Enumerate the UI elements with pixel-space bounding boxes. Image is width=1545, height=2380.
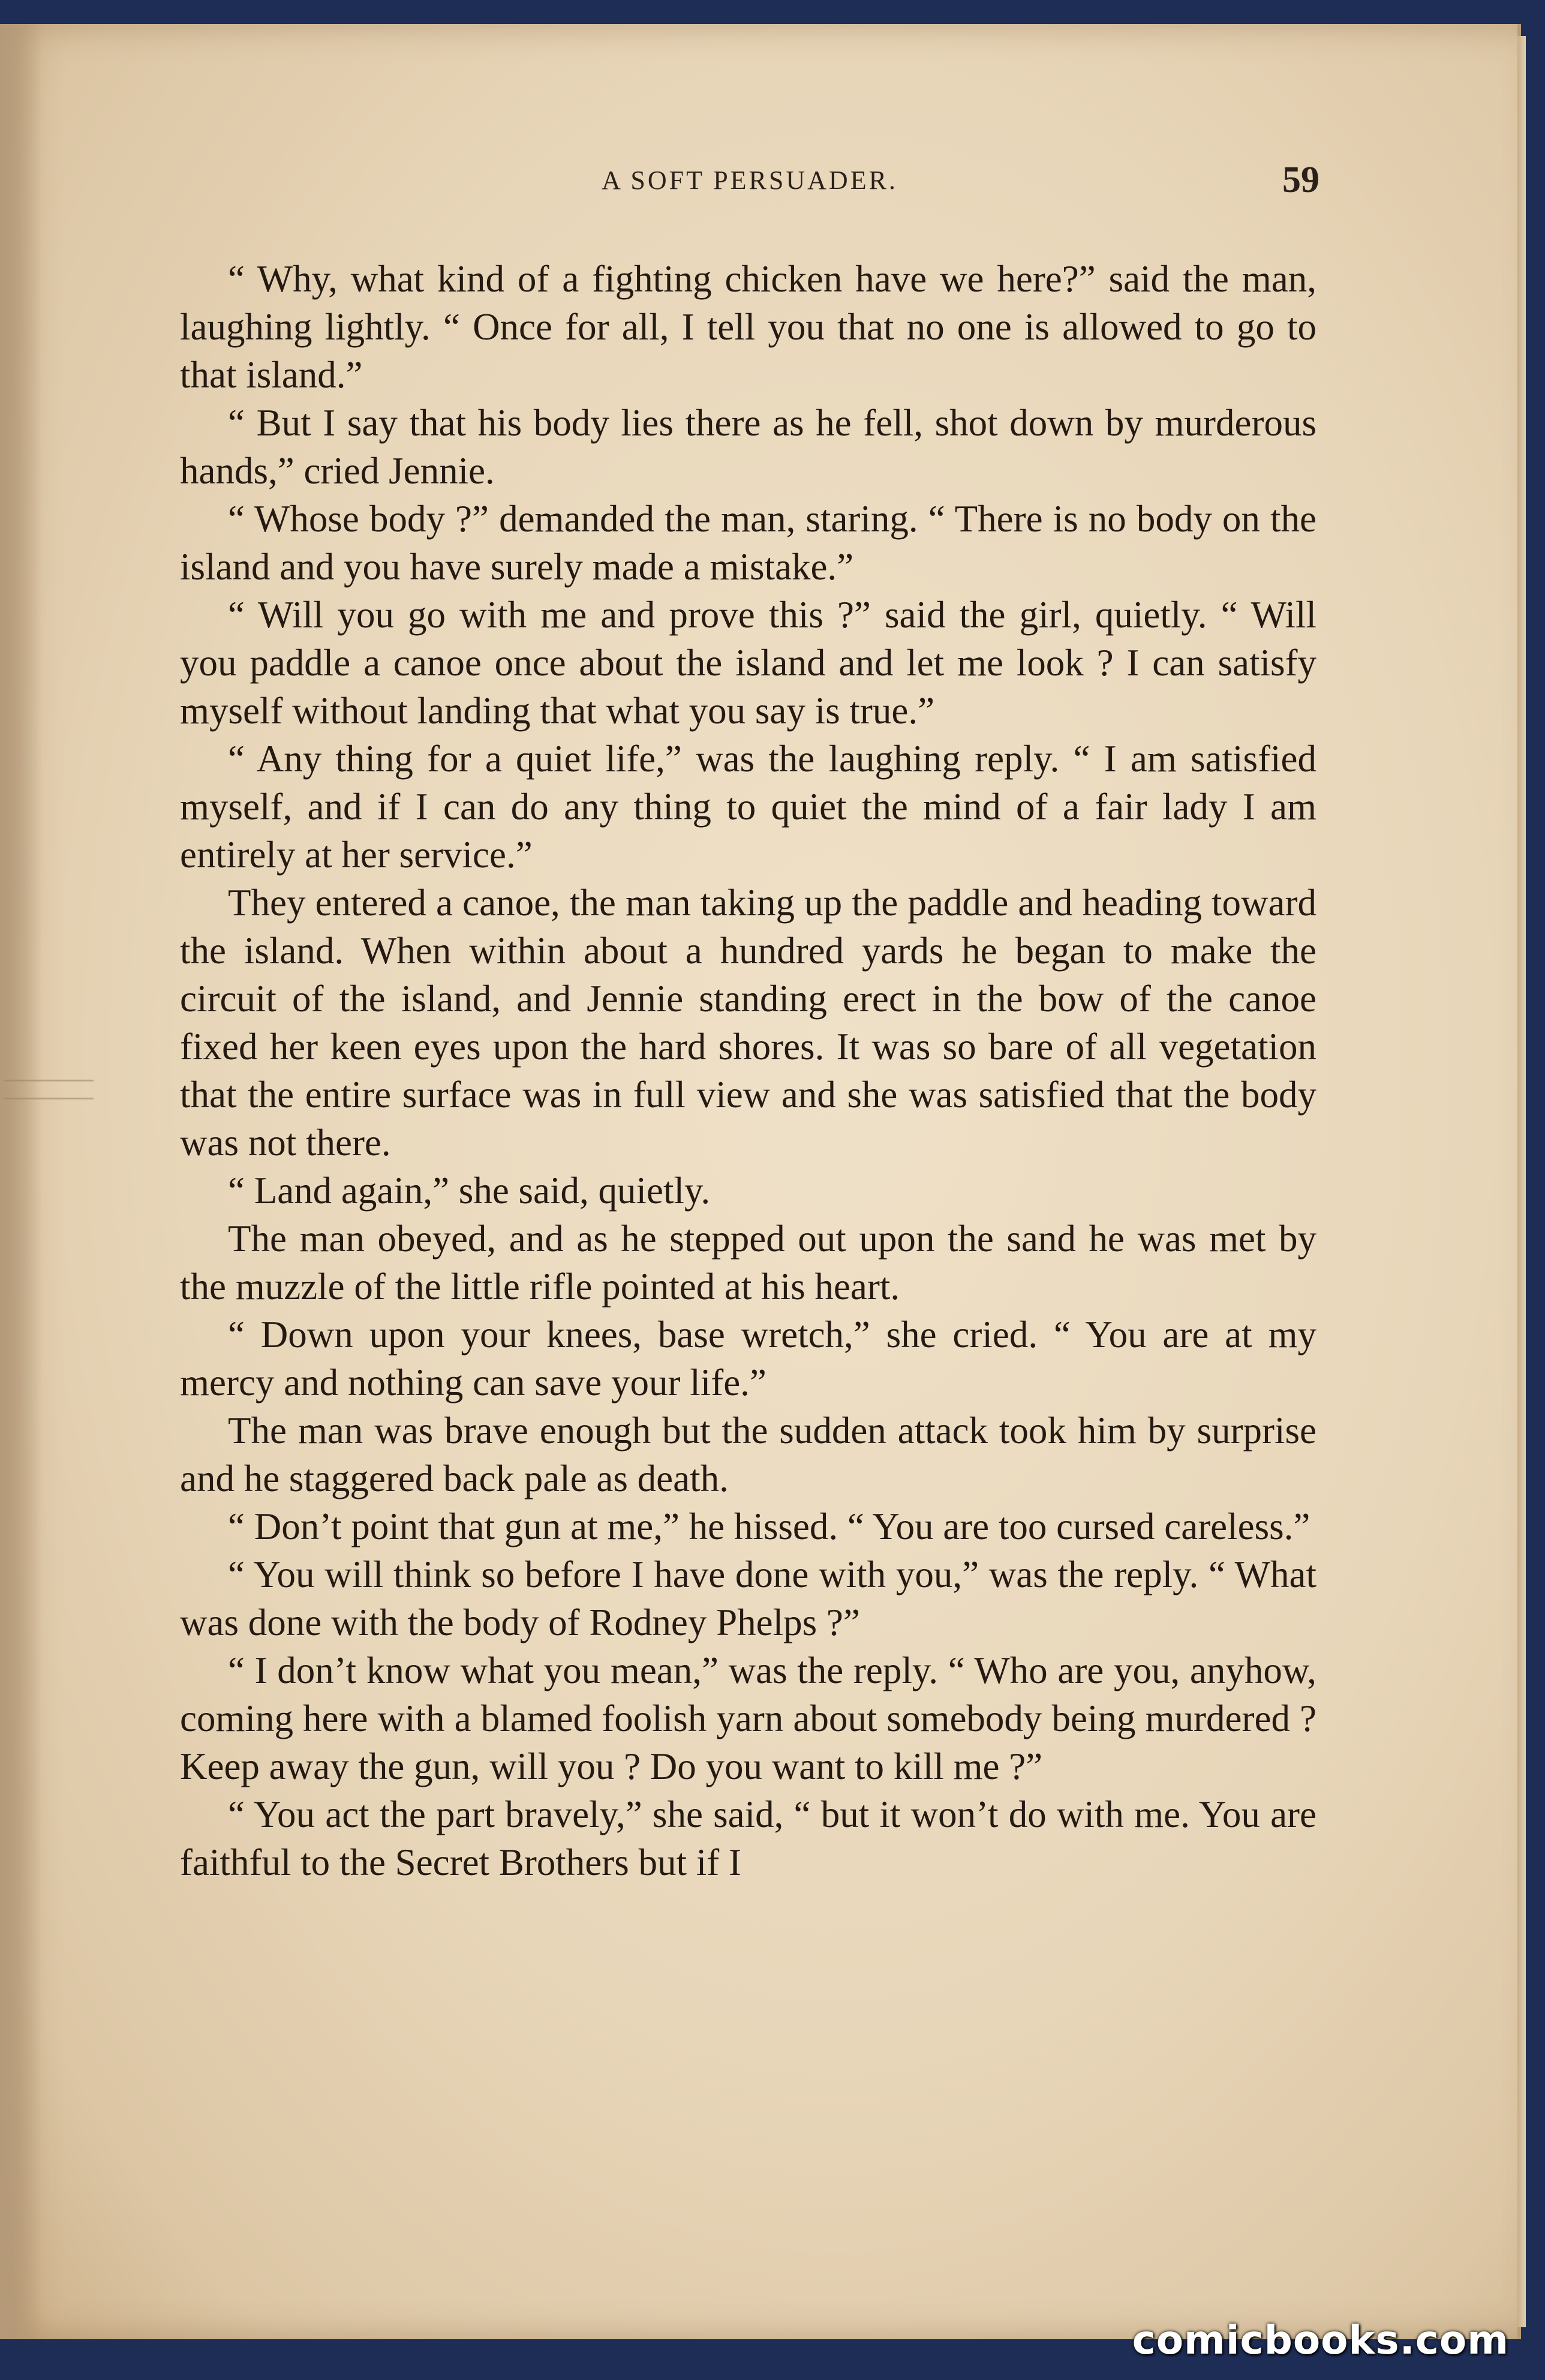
page-gutter-shadow (0, 24, 42, 2339)
book-page (0, 24, 1521, 2339)
paragraph: “ Any thing for a quiet life,” was the laughing reply. “ I am satisfied myself, and if I can do any thing to quiet the mind of a fair lady I am entirely at her service.” (180, 738, 1316, 876)
running-title: A SOFT PERSUADER. (602, 166, 898, 195)
paragraph: “ Land again,” she said, quietly. (228, 1170, 711, 1212)
paragraph: They entered a canoe, the man taking up the paddle and heading toward the island. When within about a hundred yards he began to make the circuit of the island, and Jennie standing erect in the bow of the canoe fixed her keen eyes upon the hard shores. It was so bare of all vegetation that the entire surface was in full view and she was satisfied that the body was not there. (180, 882, 1316, 1164)
paragraph: “ You will think so before I have done with you,” was the reply. “ What was done with the body of Rodney Phelps ?” (180, 1553, 1316, 1643)
paragraph: “ Down upon your knees, base wretch,” she cried. “ You are at my mercy and nothing can save your life.” (180, 1314, 1316, 1404)
paragraph: “ Why, what kind of a fighting chicken have we here?” said the man, laughing lightly. “ Once for all, I tell you that no one is allowed to go to that island.” (180, 258, 1316, 396)
page-edge (1517, 36, 1526, 2327)
site-watermark: comicbooks.com (1132, 2317, 1509, 2363)
paragraph: “ Will you go with me and prove this ?” said the girl, quietly. “ Will you paddle a canoe once about the island and let me look ? I can satisfy myself without landing that what you say is true.” (180, 594, 1316, 732)
paragraph: The man obeyed, and as he stepped out upon the sand he was met by the muzzle of the little rifle pointed at his heart. (180, 1218, 1316, 1308)
page-number: 59 (1282, 160, 1319, 200)
binding-thread (4, 1080, 94, 1087)
paragraph: “ But I say that his body lies there as he fell, shot down by murderous hands,” cried Jennie. (180, 402, 1316, 492)
paragraph: “ Don’t point that gun at me,” he hissed. “ You are too cursed careless.” (228, 1505, 1310, 1547)
binding-thread (4, 1098, 94, 1105)
paragraph: “ You act the part bravely,” she said, “ but it won’t do with me. You are faithful to the Secret Brothers but if I (180, 1793, 1316, 1883)
running-header (180, 147, 1319, 200)
paragraph: The man was brave enough but the sudden attack took him by surprise and he staggered back pale as death. (180, 1410, 1316, 1499)
body-text (180, 255, 1316, 1886)
paragraph: “ I don’t know what you mean,” was the reply. “ Who are you, anyhow, coming here with a blamed foolish yarn about somebody being murdered ? Keep away the gun, will you ? Do you want to kill me ?” (180, 1649, 1316, 1787)
paragraph: “ Whose body ?” demanded the man, staring. “ There is no body on the island and you have surely made a mistake.” (180, 498, 1316, 588)
